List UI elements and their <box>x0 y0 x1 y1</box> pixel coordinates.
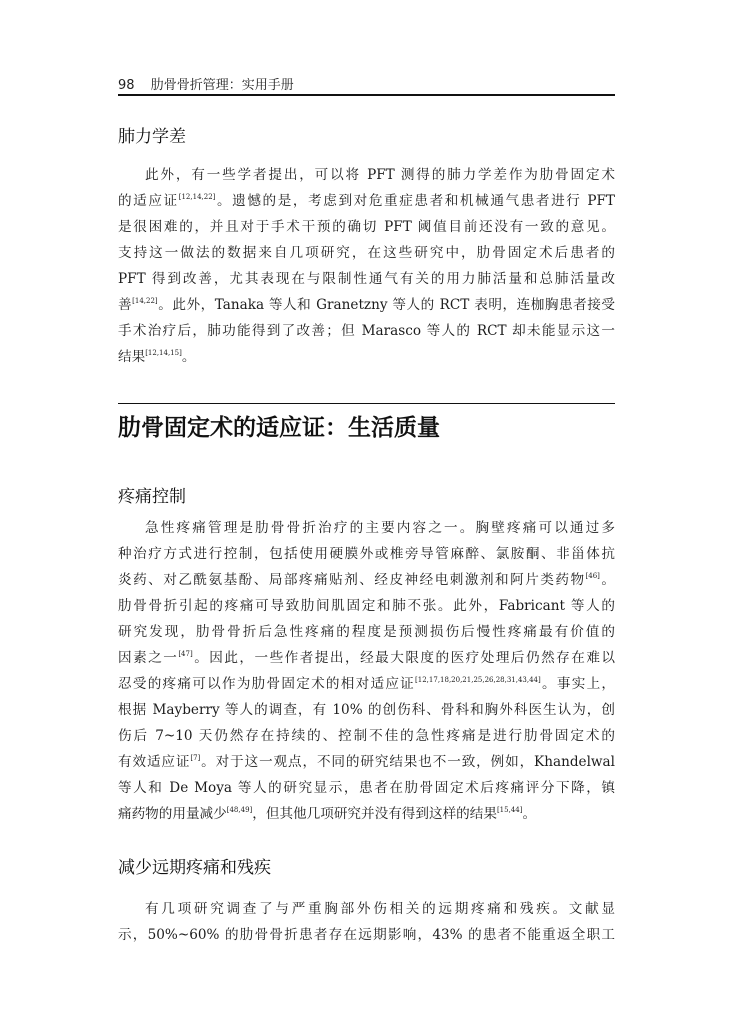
citation: [15,44] <box>496 806 523 814</box>
subsection-heading-pain-control: 疼痛控制 <box>118 487 186 507</box>
paragraph-long-term <box>118 896 615 948</box>
text-line: 手术治疗后，肺功能得到了改善；但 Marasco 等人的 RCT 却未能显示这一 <box>118 323 615 339</box>
citation: [12,17,18,20,21,25,26,28,31,43,44] <box>415 676 541 684</box>
section-heading: 肋骨固定术的适应证：生活质量 <box>118 414 440 441</box>
text-line: 此外，有一些学者提出，可以将 PFT 测得的肺力学差作为肋骨固定术 <box>145 167 615 183</box>
text-line: 善[14,22]。此外，Tanaka 等人和 Granetzny 等人的 RCT 表明，连枷胸患者接受 <box>118 297 615 313</box>
text-line: 研究发现，肋骨骨折后急性疼痛的程度是预测损伤后慢性疼痛最有价值的 <box>118 624 615 640</box>
citation: [12,14,22] <box>178 193 216 201</box>
text-line: 伤后 7~10 天仍然存在持续的、控制不佳的急性疼痛是进行肋骨固定术的 <box>118 728 615 744</box>
text-line: 的适应证[12,14,22]。遗憾的是，考虑到对危重症患者和机械通气患者进行 PFT <box>118 193 615 209</box>
page-number: 98 <box>118 78 135 93</box>
text-line: 示，50%~60% 的肋骨骨折患者存在远期影响，43% 的患者不能重返全职工 <box>118 927 615 943</box>
text-line: 炎药、对乙酰氨基酚、局部疼痛贴剂、经皮神经电刺激剂和阿片类药物[46]。 <box>118 572 615 588</box>
header-rule <box>118 94 615 96</box>
text-line: PFT 得到改善，尤其表现在与限制性通气有关的用力肺活量和总肺活量改 <box>118 271 615 287</box>
citation: [12,14,15] <box>145 349 182 357</box>
section-rule <box>118 403 615 404</box>
text-line: 有几项研究调查了与严重胸部外伤相关的远期疼痛和残疾。文献显 <box>145 901 615 917</box>
text-line: 忍受的疼痛可以作为肋骨固定术的相对适应证[12,17,18,20,21,25,26,28,31,43,44]。事实上， <box>118 676 615 692</box>
book-title: 肋骨骨折管理：实用手册 <box>150 78 294 93</box>
text-line: 有效适应证[7]。对于这一观点，不同的研究结果也不一致，例如，Khandelwal <box>118 754 615 770</box>
text-line: 种治疗方式进行控制，包括使用硬膜外或椎旁导管麻醉、氯胺酮、非甾体抗 <box>118 546 615 562</box>
text-line: 因素之一[47]。因此，一些作者提出，经最大限度的医疗处理后仍然存在难以 <box>118 650 615 666</box>
text-line: 痛药物的用量减少[48,49]，但其他几项研究并没有得到这样的结果[15,44]。 <box>118 806 537 822</box>
citation: [46] <box>585 572 600 580</box>
citation: [48,49] <box>226 806 253 814</box>
paragraph-lung-mechanics <box>118 162 615 370</box>
paragraph-pain-control <box>118 515 615 827</box>
text-line: 是很困难的，并且对于手术干预的确切 PFT 阈值目前还没有一致的意见。 <box>118 219 615 235</box>
subsection-heading-long-term: 减少远期疼痛和残疾 <box>118 858 271 878</box>
text-line: 结果[12,14,15]。 <box>118 349 196 365</box>
text-line: 急性疼痛管理是肋骨骨折治疗的主要内容之一。胸壁疼痛可以通过多 <box>145 520 615 536</box>
citation: [14,22] <box>132 297 158 305</box>
subsection-heading-lung-mechanics: 肺力学差 <box>118 127 186 147</box>
citation: [47] <box>178 650 193 658</box>
text-line: 肋骨骨折引起的疼痛可导致肋间肌固定和肺不张。此外，Fabricant 等人的 <box>118 598 615 614</box>
citation: [7] <box>190 754 201 762</box>
running-header <box>118 74 294 93</box>
text-line: 等人和 De Moya 等人的研究显示，患者在肋骨固定术后疼痛评分下降，镇 <box>118 780 615 796</box>
text-line: 根据 Mayberry 等人的调查，有 10% 的创伤科、骨科和胸外科医生认为，创 <box>118 702 615 718</box>
text-line: 支持这一做法的数据来自几项研究，在这些研究中，肋骨固定术后患者的 <box>118 245 615 261</box>
